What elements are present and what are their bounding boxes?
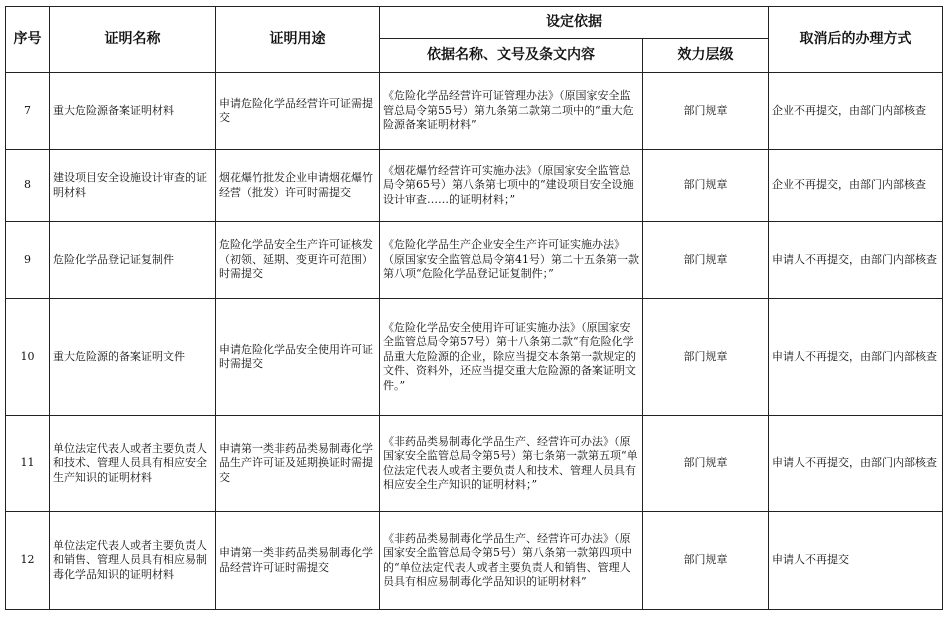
row-name: 单位法定代表人或者主要负责人和销售、管理人员具有相应易制毒化学品知识的证明材料	[50, 512, 216, 610]
header-after-cancel: 取消后的办理方式	[769, 7, 943, 73]
row-basis: 《非药品类易制毒化学品生产、经营许可办法》（原国家安全监管总局令第5号）第八条第一款第四项中的“单位法定代表人或者主要负责人和销售、管理人员具有相应易制毒化学品知识的证明材料”	[380, 512, 643, 610]
row-basis: 《危险化学品经营许可证管理办法》（原国家安全监管总局令第55号）第九条第二款第二项中的“重大危险源备案证明材料”	[380, 73, 643, 150]
row-name: 重大危险源的备案证明文件	[50, 299, 216, 416]
row-seq: 9	[6, 222, 50, 299]
table-row	[6, 416, 943, 512]
row-basis: 《危险化学品生产企业安全生产许可证实施办法》（原国家安全监管总局令第41号）第二十五条第一款第八项“危险化学品登记证复制件；”	[380, 222, 643, 299]
row-purpose: 烟花爆竹批发企业申请烟花爆竹经营（批发）许可时需提交	[216, 150, 380, 222]
header-basis-level: 效力层级	[643, 39, 769, 73]
row-purpose: 申请第一类非药品类易制毒化学品经营许可证时需提交	[216, 512, 380, 610]
row-seq: 10	[6, 299, 50, 416]
row-level: 部门规章	[643, 512, 769, 610]
row-purpose: 申请第一类非药品类易制毒化学品生产许可证及延期换证时需提交	[216, 416, 380, 512]
header-purpose: 证明用途	[216, 7, 380, 73]
row-seq: 11	[6, 416, 50, 512]
row-name: 建设项目安全设施设计审查的证明材料	[50, 150, 216, 222]
header-name: 证明名称	[50, 7, 216, 73]
header-seq: 序号	[6, 7, 50, 73]
row-method: 申请人不再提交，由部门内部核查	[769, 299, 943, 416]
row-basis: 《危险化学品安全使用许可证实施办法》（原国家安全监管总局令第57号）第十八条第二款“有危险化学品重大危险源的企业，除应当提交本条第一款规定的文件、资料外，还应当提交重大危险源的备案证明文件。”	[380, 299, 643, 416]
row-name: 单位法定代表人或者主要负责人和技术、管理人员具有相应安全生产知识的证明材料	[50, 416, 216, 512]
table-row	[6, 73, 943, 150]
header-basis: 设定依据	[380, 7, 769, 39]
certificate-cancellation-table	[5, 6, 943, 610]
row-level: 部门规章	[643, 73, 769, 150]
table-row	[6, 512, 943, 610]
row-level: 部门规章	[643, 150, 769, 222]
row-basis: 《烟花爆竹经营许可实施办法》（原国家安全监管总局令第65号）第八条第七项中的“建设项目安全设施设计审查……的证明材料；”	[380, 150, 643, 222]
row-seq: 12	[6, 512, 50, 610]
row-basis: 《非药品类易制毒化学品生产、经营许可办法》（原国家安全监管总局令第5号）第七条第一款第五项“单位法定代表人或者主要负责人和技术、管理人员具有相应安全生产知识的证明材料；”	[380, 416, 643, 512]
row-seq: 8	[6, 150, 50, 222]
row-name: 重大危险源备案证明材料	[50, 73, 216, 150]
row-seq: 7	[6, 73, 50, 150]
row-purpose: 申请危险化学品安全使用许可证时需提交	[216, 299, 380, 416]
row-method: 申请人不再提交，由部门内部核查	[769, 416, 943, 512]
row-method: 申请人不再提交	[769, 512, 943, 610]
row-level: 部门规章	[643, 299, 769, 416]
table-row	[6, 299, 943, 416]
table-row	[6, 222, 943, 299]
row-method: 企业不再提交，由部门内部核查	[769, 73, 943, 150]
table-row	[6, 150, 943, 222]
header-basis-content: 依据名称、文号及条文内容	[380, 39, 643, 73]
row-purpose: 申请危险化学品经营许可证需提交	[216, 73, 380, 150]
row-level: 部门规章	[643, 222, 769, 299]
row-method: 企业不再提交，由部门内部核查	[769, 150, 943, 222]
row-name: 危险化学品登记证复制件	[50, 222, 216, 299]
row-purpose: 危险化学品安全生产许可证核发（初领、延期、变更许可范围）时需提交	[216, 222, 380, 299]
row-level: 部门规章	[643, 416, 769, 512]
row-method: 申请人不再提交，由部门内部核查	[769, 222, 943, 299]
header-row-1	[6, 7, 943, 39]
